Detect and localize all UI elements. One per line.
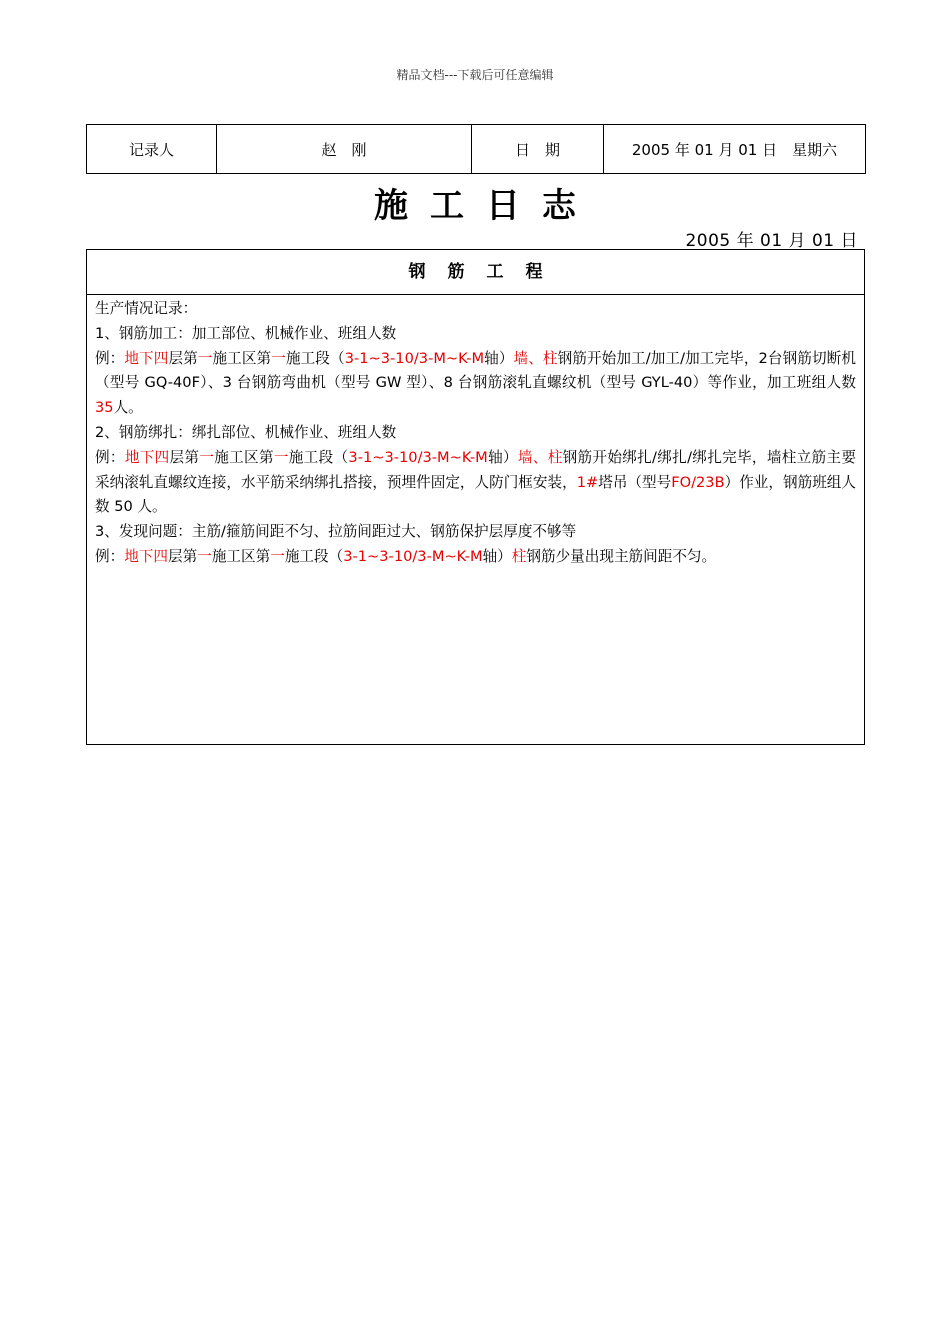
highlight-text: 一	[197, 349, 213, 367]
item2-title: 2、钢筋绑扎：绑扎部位、机械作业、班组人数	[95, 423, 397, 441]
item3-title: 3、发现问题：主筋/箍筋间距不匀、拉筋间距过大、钢筋保护层厚度不够等	[95, 523, 577, 541]
example1	[95, 347, 856, 421]
text-run: 施工段（	[284, 547, 344, 565]
highlight-text: 一	[197, 547, 212, 565]
text-run: 层第	[168, 547, 198, 565]
section-content	[87, 295, 864, 570]
highlight-text: 3-1~3-10/3-M~K-M	[344, 349, 485, 367]
text-run: ）作业，钢筋班组人数 50 人。	[95, 473, 856, 516]
text-run: 塔吊（型号	[598, 473, 672, 491]
date-value: 2005 年 01 月 01 日 星期六	[604, 125, 866, 174]
date-label: 日 期	[472, 125, 604, 174]
production-heading: 生产情况记录：	[95, 300, 198, 317]
highlight-text: 柱	[511, 547, 527, 565]
highlight-text: 地下四	[124, 448, 170, 466]
info-table	[86, 124, 866, 174]
recorder-name: 赵 刚	[217, 125, 472, 174]
highlight-text: 墙、柱	[513, 349, 558, 367]
highlight-text: 地下四	[124, 547, 168, 565]
example3	[95, 545, 856, 570]
text-run: 施工区第	[211, 547, 271, 565]
highlight-text: 地下四	[124, 349, 169, 367]
header-note: 精品文档---下载后可任意编辑	[396, 68, 554, 82]
text-run: 轴）	[487, 448, 518, 466]
highlight-text: 一	[199, 448, 215, 466]
text-run: 例：	[95, 547, 125, 565]
highlight-text: 一	[273, 448, 289, 466]
text-run: 轴）	[484, 349, 514, 367]
text-run: 钢筋开始加工/加工/加工完毕，2台钢筋切断机（型号 GQ-40F）、3 台钢筋弯曲机（型号 GW 型）、8 台钢筋滚轧直螺纹机（型号 GYL-40）等作业，加工班组人数	[95, 349, 856, 392]
text-run: 钢筋开始绑扎/绑扎/绑扎完毕，墙柱立筋主要采纳滚轧直螺纹连接，水平筋采纳绑扎搭接，预埋件固定，人防门框安装，	[95, 448, 856, 491]
text-run: 例：	[95, 448, 125, 466]
text-run: 例：	[95, 349, 125, 367]
text-run: 轴）	[482, 547, 512, 565]
date-line: 2005 年 01 月 01 日	[685, 231, 858, 251]
highlight-text: 3-1~3-10/3-M~K-M	[348, 448, 488, 466]
text-run: 层第	[169, 448, 200, 466]
text-run: 施工段（	[285, 349, 345, 367]
section-title: 钢筋工程	[87, 250, 864, 295]
text-run: 施工区第	[214, 448, 274, 466]
item1-title: 1、钢筋加工：加工部位、机械作业、班组人数	[95, 324, 397, 342]
text-run: 钢筋少量出现主筋间距不匀。	[526, 547, 717, 565]
text-run: 层第	[168, 349, 198, 367]
page-title: 施工日志	[374, 186, 598, 226]
highlight-text: 一	[271, 349, 286, 367]
highlight-text: 一	[270, 547, 285, 565]
rebar-section	[86, 249, 865, 745]
highlight-text: 3-1~3-10/3-M~K-M	[343, 547, 483, 565]
highlight-text: 35	[95, 399, 114, 417]
highlight-text: 墙、柱	[517, 448, 563, 466]
highlight-text: 1#	[576, 473, 599, 491]
text-run: 施工段（	[288, 448, 349, 466]
recorder-label: 记录人	[87, 125, 217, 174]
text-run: 人。	[113, 399, 143, 417]
highlight-text: FO/23B	[671, 473, 725, 491]
text-run: 施工区第	[212, 349, 272, 367]
example2	[95, 446, 856, 520]
